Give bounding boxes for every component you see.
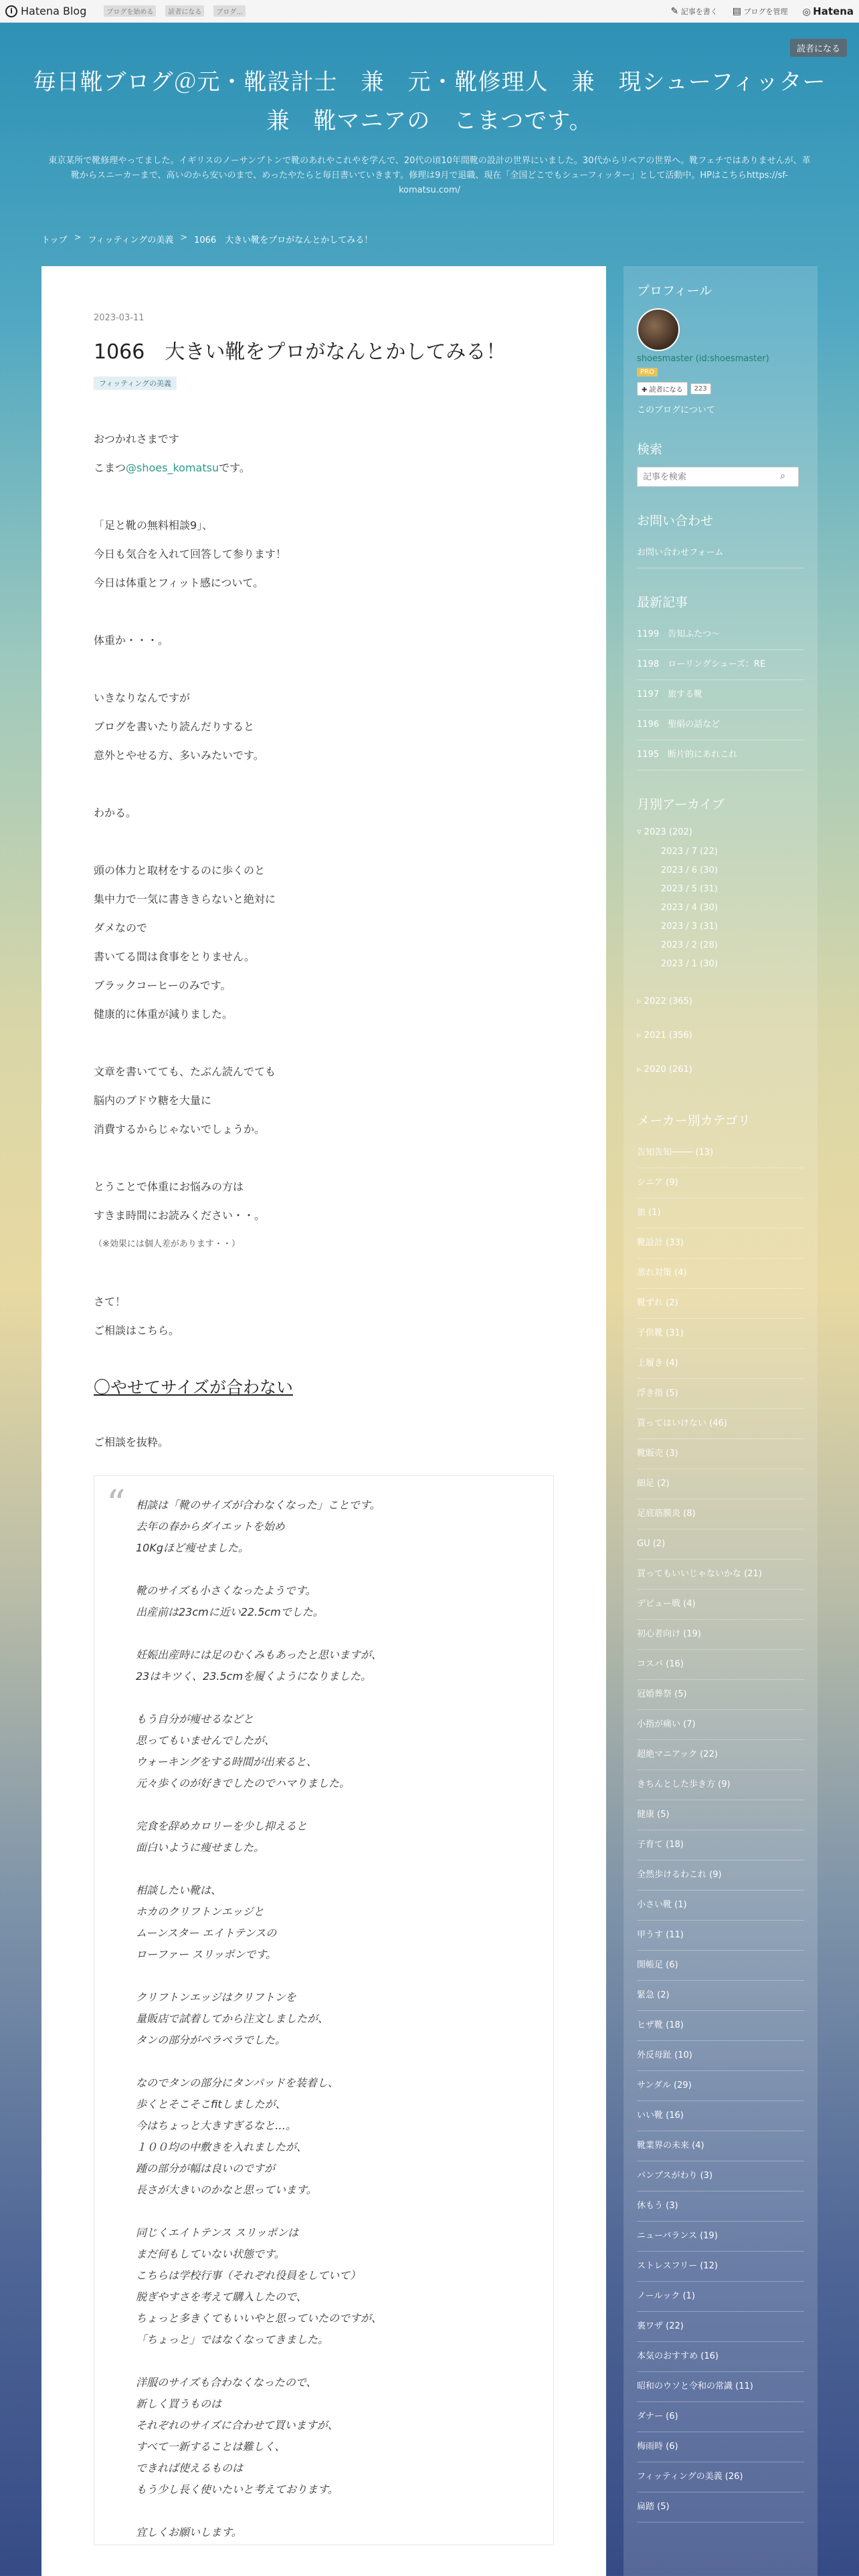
category-link[interactable]: 子育て (18) <box>637 1830 804 1860</box>
breadcrumb <box>41 233 373 245</box>
archive-month-link[interactable]: 2023 / 1 (30) <box>661 959 718 969</box>
paragraph: ブラックコーヒーのみです。 <box>94 979 231 992</box>
category-link[interactable]: 子供靴 (31) <box>637 1319 804 1349</box>
category-link[interactable]: ノールック (1) <box>637 2282 804 2312</box>
category-tag[interactable]: フィッティングの美義 <box>94 377 177 390</box>
paragraph: わかる。 <box>94 807 137 819</box>
quote-line: もう少し長く使いたいと考えております。 <box>136 2483 339 2496</box>
profile-title: プロフィール <box>637 284 712 298</box>
category-link[interactable]: フィッティングの美義 (26) <box>637 2462 804 2492</box>
article-date[interactable]: 2023-03-11 <box>94 313 145 323</box>
paragraph: おつかれさまです <box>94 433 179 445</box>
paragraph <box>94 1144 554 1172</box>
topbar-nav <box>104 5 246 17</box>
follow-widget <box>637 382 804 396</box>
chevron-right-icon: ▹ <box>637 1031 644 1041</box>
category-link[interactable]: 外反母趾 (10) <box>637 2041 804 2071</box>
quote-line <box>136 2351 527 2372</box>
category-link[interactable]: ストレスフリー (12) <box>637 2252 804 2282</box>
quote-line: ちょっと多きくてもいいやと思っていたのですが、 <box>136 2312 383 2325</box>
archive-month-link[interactable]: 2023 / 7 (22) <box>661 847 718 857</box>
category-link[interactable]: 裏ワザ (22) <box>637 2312 804 2342</box>
quote-line: まだ何もしていない状態です。 <box>136 2248 285 2260</box>
category-link[interactable]: 緊急 (2) <box>637 1981 804 2011</box>
paragraph: 「足と靴の無料相談9」、 <box>94 519 213 532</box>
paragraph-group <box>94 482 554 1230</box>
topbar-right <box>670 5 854 17</box>
profile-username-link[interactable]: shoesmaster (id:shoesmaster) <box>637 354 769 364</box>
category-link[interactable]: ニューバランス (19) <box>637 2222 804 2252</box>
quote-line <box>136 1623 527 1644</box>
category-link[interactable]: パンプスがわり (3) <box>637 2161 804 2191</box>
archive-year-collapsed[interactable] <box>637 1053 804 1087</box>
archive-year-label: 2023 (202) <box>644 827 692 837</box>
category-link[interactable]: 細足 (2) <box>637 1469 804 1499</box>
category-link[interactable]: 蒸れ対策 (4) <box>637 1259 804 1289</box>
archive-title: 月別アーカイブ <box>637 797 725 812</box>
quote-line: 完食を辞めカロリーを少し抑えると <box>136 1820 308 1832</box>
paragraph <box>94 453 554 482</box>
search-icon[interactable]: ⌕ <box>780 471 785 481</box>
hatena-account-button[interactable] <box>802 5 854 17</box>
category-link[interactable]: 告知告知──── (13) <box>637 1138 804 1168</box>
sidebar <box>624 266 818 2576</box>
topbar-nav-item[interactable]: 読者になる <box>165 5 204 17</box>
category-link[interactable]: 甲うす (11) <box>637 1921 804 1951</box>
paragraph: 今日も気合を入れて回答して参ります！ <box>94 548 287 560</box>
blog-description: 東京某所で靴修理やってました。イギリスのノーサンプトンで靴のあれやこれやを学んで、20代の頃10年間靴の設計の世界にいました。30代からリペアの世界へ。靴フェチではありませんが、革靴からスニーカーまで、高いのから安いのまで、めったやたらと毎日書いていきます。修理は9月で退職、現在「全国どこでもシューフィッター」として活動中。HPはこちらhttps://sf-komatsu.com/ <box>48 156 811 195</box>
brand-label: Hatena Blog <box>21 5 87 17</box>
hatena-topbar <box>0 0 859 23</box>
avatar[interactable] <box>637 308 680 351</box>
category-link[interactable]: 靴業界の未来 (4) <box>637 2131 804 2161</box>
quote-line: 靴のサイズも小さくなったようです。 <box>136 1584 316 1597</box>
quote-line <box>136 2201 527 2222</box>
article <box>41 266 606 2576</box>
quote-line: すべて一新することは難しく、 <box>136 2440 286 2453</box>
subscribe-button[interactable]: 読者になる <box>790 39 847 57</box>
quote-line: ウォーキングをする時間が出来ると、 <box>136 1755 317 1768</box>
paragraph <box>94 770 554 798</box>
write-article-button[interactable] <box>670 6 717 17</box>
category-link[interactable]: 靴販売 (3) <box>637 1439 804 1469</box>
quote-line: 面白いように痩せました。 <box>136 1841 265 1854</box>
quote-line: なのでタンの部分にタンパッドを装着し、 <box>136 2076 339 2089</box>
quote-line: 宜しくお願いします。 <box>136 2526 242 2539</box>
recent-entry-link[interactable]: 1198 ローリングシューズ：RE <box>637 650 804 680</box>
paragraph: ご相談を抜粋。 <box>94 1436 169 1448</box>
consultation-quote <box>94 1475 554 2545</box>
quote-mark-icon: “ <box>106 1483 126 1526</box>
archive-year-collapsed[interactable] <box>637 1018 804 1053</box>
quote-line: 妊娠出産時には足のむくみもあったと思いますが、 <box>136 1648 382 1661</box>
quote-line: 相談したい靴は、 <box>136 1884 222 1897</box>
quote-line: ローファー スリッポンです。 <box>136 1948 277 1961</box>
section-heading: 〇やせてサイズが合わない <box>94 1378 294 1397</box>
paragraph-group <box>94 1259 554 1345</box>
quote-line: 同じくエイトテンス スリッポンは <box>136 2226 299 2239</box>
paragraph: 脳内のブドウ糖を大量に <box>94 1094 212 1107</box>
category-link[interactable]: デビュー戦 (4) <box>637 1590 804 1620</box>
breadcrumb-separator: > <box>180 233 188 243</box>
search-module <box>637 439 804 487</box>
category-link[interactable]: 靴ずれ (2) <box>637 1289 804 1319</box>
paragraph: ブログを書いたり読んだりすると <box>94 720 255 733</box>
quote-line <box>136 2500 527 2522</box>
quote-line: １００均の中敷きを入れましたが、 <box>136 2141 308 2153</box>
recent-entries-module <box>637 593 804 770</box>
recent-entry-link[interactable]: 1197 旅する靴 <box>637 680 804 710</box>
category-link[interactable]: 小さい靴 (1) <box>637 1891 804 1921</box>
contact-form-link[interactable]: お問い合わせフォーム <box>637 538 804 568</box>
category-list <box>637 1138 804 2523</box>
topbar-nav-item[interactable]: ブログを始める <box>104 5 156 17</box>
breadcrumb-current[interactable]: 1066 大きい靴をプロがなんとかしてみる！ <box>194 235 373 245</box>
paragraph: すきま時間にお読みください・・。 <box>94 1209 266 1222</box>
archive-year-label: 2020 (261) <box>644 1065 692 1075</box>
category-link[interactable]: 足底筋膜炎 (8) <box>637 1499 804 1529</box>
paragraph: 頭の体力と取材をするのに歩くのと <box>94 864 266 877</box>
category-link[interactable]: 初心者向け (19) <box>637 1620 804 1650</box>
paragraph: 今日は体重とフィット感について。 <box>94 576 264 589</box>
quote-line: 10Kgほど痩せました。 <box>136 1541 250 1554</box>
quote-line: 洋服のサイズも合わなくなったので、 <box>136 2376 317 2389</box>
twitter-handle-link[interactable]: @shoes_komatsu <box>126 461 219 474</box>
category-module <box>637 1111 804 2523</box>
recent-entries-list <box>637 620 804 770</box>
category-link[interactable]: 上履き (4) <box>637 1349 804 1379</box>
paragraph: さて！ <box>94 1295 126 1308</box>
category-link[interactable]: 小指が痛い (7) <box>637 1710 804 1740</box>
hatena-icon: ◎ <box>802 6 811 17</box>
category-link[interactable]: GU (2) <box>637 1529 804 1560</box>
paragraph: 書いてる間は食事をとりません。 <box>94 950 255 963</box>
quote-line: 新しく買うものは <box>136 2397 222 2410</box>
contact-module <box>637 511 804 568</box>
category-link[interactable]: 健康 (5) <box>637 1800 804 1830</box>
chevron-down-icon: ▿ <box>637 827 644 837</box>
category-link[interactable]: 冠婚葬祭 (5) <box>637 1680 804 1710</box>
archive-year-expanded[interactable] <box>637 822 804 843</box>
paragraph <box>94 827 554 856</box>
category-link[interactable]: 休もう (3) <box>637 2191 804 2222</box>
search-title: 検索 <box>637 442 663 457</box>
recent-entry-link[interactable]: 1196 聖絹の話など <box>637 710 804 740</box>
paragraph-text: です。 <box>219 461 250 474</box>
disclaimer-note: （※効果には個人差があります・・） <box>94 1239 240 1249</box>
quote-line <box>136 1858 527 1880</box>
dashboard-icon: ▤ <box>732 5 741 17</box>
paragraph: いきなりなんですが <box>94 691 191 704</box>
quote-line: 思ってもいませんでしたが、 <box>136 1734 276 1747</box>
archive-year-label: 2021 (356) <box>644 1031 692 1041</box>
category-link[interactable]: 靴設計 (33) <box>637 1228 804 1259</box>
quote-line: 踵の部分が幅は良いのですが <box>136 2162 276 2175</box>
hatena-logo-icon: i <box>5 5 17 17</box>
breadcrumb-separator: > <box>74 233 82 243</box>
category-link[interactable]: コスパ (16) <box>637 1650 804 1680</box>
quote-line <box>136 1794 527 1816</box>
category-link[interactable]: 買ってはいけない (46) <box>637 1409 804 1439</box>
paragraph: とうことで体重にお悩みの方は <box>94 1180 244 1193</box>
chevron-right-icon: ▹ <box>637 996 644 1006</box>
category-link[interactable]: 超絶マニアック (22) <box>637 1740 804 1770</box>
paragraph <box>94 597 554 626</box>
paragraph <box>94 482 554 511</box>
archive-month-link[interactable]: 2023 / 2 (28) <box>661 940 718 950</box>
recent-title: 最新記事 <box>637 595 688 610</box>
paragraph: ご相談はこちら。 <box>94 1324 180 1337</box>
contact-title: お問い合わせ <box>637 514 714 528</box>
breadcrumb-top[interactable]: トップ <box>41 235 68 245</box>
category-link[interactable]: 全然歩けるわこれ (9) <box>637 1860 804 1891</box>
category-link[interactable]: ヒザ靴 (18) <box>637 2011 804 2041</box>
quote-line: できれば使えるものは <box>136 2462 244 2474</box>
category-link[interactable]: いい靴 (16) <box>637 2101 804 2131</box>
manage-blog-button[interactable] <box>733 6 788 17</box>
quote-line: タンの部分がペラペラでした。 <box>136 2034 286 2046</box>
chevron-right-icon: ▹ <box>637 1065 644 1075</box>
archive-month-link[interactable]: 2023 / 3 (31) <box>661 922 718 932</box>
archive-month-link[interactable]: 2023 / 6 (30) <box>661 865 718 875</box>
quote-line: 去年の春からダイエットを始め <box>136 1520 285 1533</box>
category-link[interactable]: 開帳足 (6) <box>637 1951 804 1981</box>
paragraph: 意外とやせる方、多いみたいです。 <box>94 749 264 762</box>
category-link[interactable]: 旅 (1) <box>637 1198 804 1228</box>
hatena-label: Hatena <box>813 5 854 17</box>
search-input[interactable] <box>637 467 799 487</box>
follower-count[interactable]: 223 <box>690 383 711 395</box>
quote-lines <box>136 1495 527 2543</box>
paragraph: 健康的に体重が減りました。 <box>94 1008 233 1021</box>
quote-line: 相談は「靴のサイズが合わなくなった」ことです。 <box>136 1499 381 1511</box>
paragraph: ダメなので <box>94 922 148 934</box>
search-form <box>637 467 804 487</box>
quote-line: こちらは学校行事（それぞれ役員をしていて） <box>136 2269 361 2282</box>
quote-line <box>136 1965 527 1987</box>
category-title: メーカー別カテゴリ <box>637 1113 751 1128</box>
archive-month-link[interactable]: 2023 / 5 (31) <box>661 884 718 894</box>
category-link[interactable]: きちんとした歩き方 (9) <box>637 1770 804 1800</box>
archive-module <box>637 794 804 1087</box>
pencil-icon: ✎ <box>670 5 679 17</box>
paragraph: 消費するからじゃないでしょうか。 <box>94 1123 266 1136</box>
follow-button[interactable]: ✚ 読者になる <box>637 382 688 396</box>
category-link[interactable]: 梅雨時 (6) <box>637 2432 804 2462</box>
paragraph <box>94 1029 554 1057</box>
archive-year-label: 2022 (365) <box>644 996 692 1006</box>
archive-month-link[interactable]: 2023 / 4 (30) <box>661 903 718 913</box>
category-link[interactable]: 浮き指 (5) <box>637 1379 804 1409</box>
hatena-blog-logo[interactable] <box>5 5 86 17</box>
profile-module <box>637 281 804 415</box>
paragraph-text: こまつ <box>94 461 126 474</box>
manage-label: ブログを管理 <box>743 7 788 16</box>
quote-line: 今はちょっと大きすぎるなと…。 <box>136 2119 297 2132</box>
category-link[interactable]: 買ってもいいじゃないかな (21) <box>637 1560 804 1590</box>
quote-line: 長さが大きいのかなと思っています。 <box>136 2183 317 2196</box>
paragraph: 集中力で一気に書ききらないと絶対に <box>94 893 276 905</box>
paragraph <box>94 1259 554 1287</box>
breadcrumb-category[interactable]: フィッティングの美義 <box>88 235 174 245</box>
quote-line: 出産前は23cmに近い22.5cmでした。 <box>136 1606 324 1618</box>
quote-line: 歩くとそこそこfitしましたが、 <box>136 2098 286 2111</box>
category-link[interactable]: シニア (9) <box>637 1168 804 1198</box>
archive-months <box>637 843 804 974</box>
write-label: 記事を書く <box>680 7 718 16</box>
about-blog-link[interactable]: このブログについて <box>637 405 715 415</box>
recent-entry-link[interactable]: 1195 断片的にあれこれ <box>637 740 804 770</box>
paragraph <box>94 655 554 683</box>
quote-line: 脱ぎやすさを考えて購入したので、 <box>136 2290 307 2303</box>
pro-badge: PRO <box>637 368 658 377</box>
archive-year-collapsed[interactable] <box>637 984 804 1018</box>
quote-line: 量販店で試着してから注文しましたが、 <box>136 2012 329 2025</box>
quote-line <box>136 2051 527 2072</box>
quote-line <box>136 1687 527 1709</box>
recent-entry-link[interactable]: 1199 告知ふたつ〜 <box>637 620 804 650</box>
paragraph: 文章を書いてても、たぶん読んでても <box>94 1065 276 1078</box>
quote-line: ホカのクリフトンエッジと <box>136 1905 264 1918</box>
category-link[interactable]: ダナー (6) <box>637 2402 804 2432</box>
archive-years <box>637 984 804 1087</box>
quote-line <box>136 1559 527 1580</box>
quote-line: クリフトンエッジはクリフトンを <box>136 1991 296 2004</box>
blog-title[interactable]: 毎日靴ブログ＠元・靴設計士 兼 元・靴修理人 兼 現シューフィッター 兼 靴マニアの こまつです。 <box>33 69 850 134</box>
blog-header <box>27 63 850 198</box>
quote-line: 23はキツく、23.5cmを履くようになりました。 <box>136 1670 372 1683</box>
quote-line: 元々歩くのが好きでしたのでハマりました。 <box>136 1777 351 1790</box>
topbar-nav-item[interactable]: ブログ... <box>213 5 246 17</box>
quote-line: ムーンスター エイトテンスの <box>136 1927 277 1939</box>
category-link[interactable]: サンダル (29) <box>637 2071 804 2101</box>
quote-line: もう自分が痩せるなどと <box>136 1713 254 1725</box>
article-title[interactable]: 1066 大きい靴をプロがなんとかしてみる！ <box>94 340 506 364</box>
category-link[interactable]: 扁踏 (5) <box>637 2492 804 2523</box>
paragraph: 体重か・・・。 <box>94 634 169 647</box>
quote-line: 「ちょっと」ではなくなってきました。 <box>136 2333 329 2346</box>
quote-line: それぞれのサイズに合わせて買いますが、 <box>136 2419 339 2432</box>
category-link[interactable]: 昭和のウソと令和の常識 (11) <box>637 2372 804 2402</box>
article-body <box>94 425 554 2545</box>
category-link[interactable]: 本気のおすすめ (16) <box>637 2342 804 2372</box>
